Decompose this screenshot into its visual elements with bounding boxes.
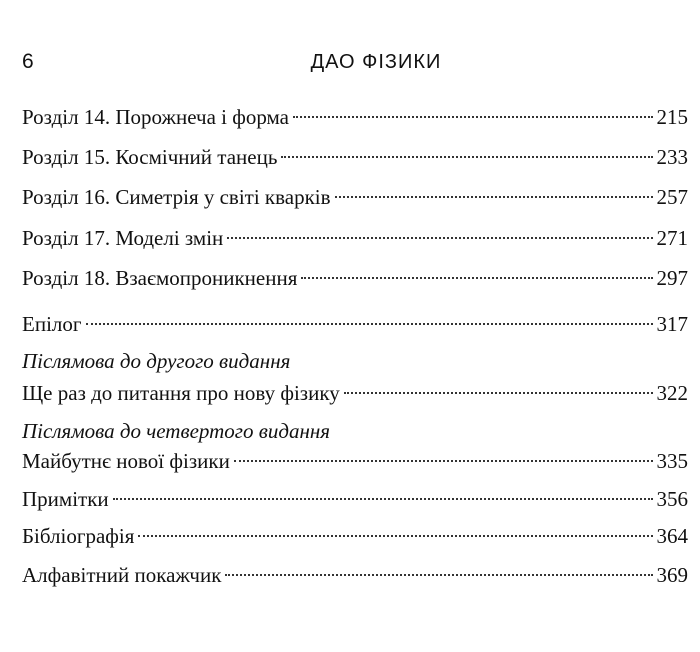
toc-entry-epilogue[interactable] <box>22 309 688 339</box>
toc-entry-title: Алфавітний покажчик <box>22 563 222 587</box>
toc-section-heading: Післямова до другого видання <box>22 349 291 373</box>
toc-entry-title: Розділ 14. Порожнеча і форма <box>22 105 289 129</box>
toc-entry-title: Розділ 15. Космічний танець <box>22 145 278 169</box>
toc-leader-dots <box>293 116 653 118</box>
toc-entry-page: 369 <box>656 563 688 587</box>
toc-leader-dots <box>335 196 653 198</box>
toc-leader-dots <box>113 498 653 500</box>
toc-entry-page: 233 <box>656 145 688 169</box>
toc-entry-title: Розділ 16. Симетрія у світі кварків <box>22 185 331 209</box>
toc-leader-dots <box>227 237 652 239</box>
page-header <box>22 46 686 78</box>
toc-entry-title: Примітки <box>22 487 109 511</box>
toc-section-heading: Післямова до четвертого видання <box>22 419 331 443</box>
toc-entry-page: 335 <box>656 449 688 473</box>
toc-entry-title: Бібліографія <box>22 524 135 548</box>
toc-leader-dots <box>138 535 652 537</box>
toc-entry-bibliography[interactable] <box>22 521 688 551</box>
toc-leader-dots <box>301 277 652 279</box>
toc-entry-title: Майбутнє нової фізики <box>22 449 230 473</box>
toc-entry-chapter-16[interactable] <box>22 182 688 212</box>
toc-entry-page: 215 <box>656 105 688 129</box>
toc-entry-afterword-second[interactable] <box>22 378 688 408</box>
toc-leader-dots <box>281 156 652 158</box>
toc-entry-page: 356 <box>656 487 688 511</box>
toc-leader-dots <box>225 574 652 576</box>
toc-entry-title: Епілог <box>22 312 82 336</box>
toc-entry-chapter-18[interactable] <box>22 263 688 293</box>
toc-entry-notes[interactable] <box>22 484 688 514</box>
toc-entry-page: 364 <box>656 524 688 548</box>
toc-entry-title: Ще раз до питання про нову фізику <box>22 381 340 405</box>
toc-entry-page: 297 <box>656 266 688 290</box>
toc-entry-afterword-fourth[interactable] <box>22 446 688 476</box>
toc-entry-chapter-17[interactable] <box>22 223 688 253</box>
toc-entry-chapter-15[interactable] <box>22 142 688 172</box>
toc-entry-title: Розділ 18. Взаємопроникнення <box>22 266 298 290</box>
toc-leader-dots <box>344 392 653 394</box>
toc-leader-dots <box>86 323 653 325</box>
toc-leader-dots <box>234 460 653 462</box>
toc-entry-page: 322 <box>656 381 688 405</box>
toc-entry-index[interactable] <box>22 560 688 590</box>
toc-entry-page: 271 <box>656 226 688 250</box>
page-number: 6 <box>22 50 34 73</box>
toc-entry-chapter-14[interactable] <box>22 102 688 132</box>
toc-entry-page: 317 <box>656 312 688 336</box>
running-title: ДАО ФІЗИКИ <box>310 51 442 73</box>
toc-entry-title: Розділ 17. Моделі змін <box>22 226 224 250</box>
toc-entry-page: 257 <box>656 185 688 209</box>
